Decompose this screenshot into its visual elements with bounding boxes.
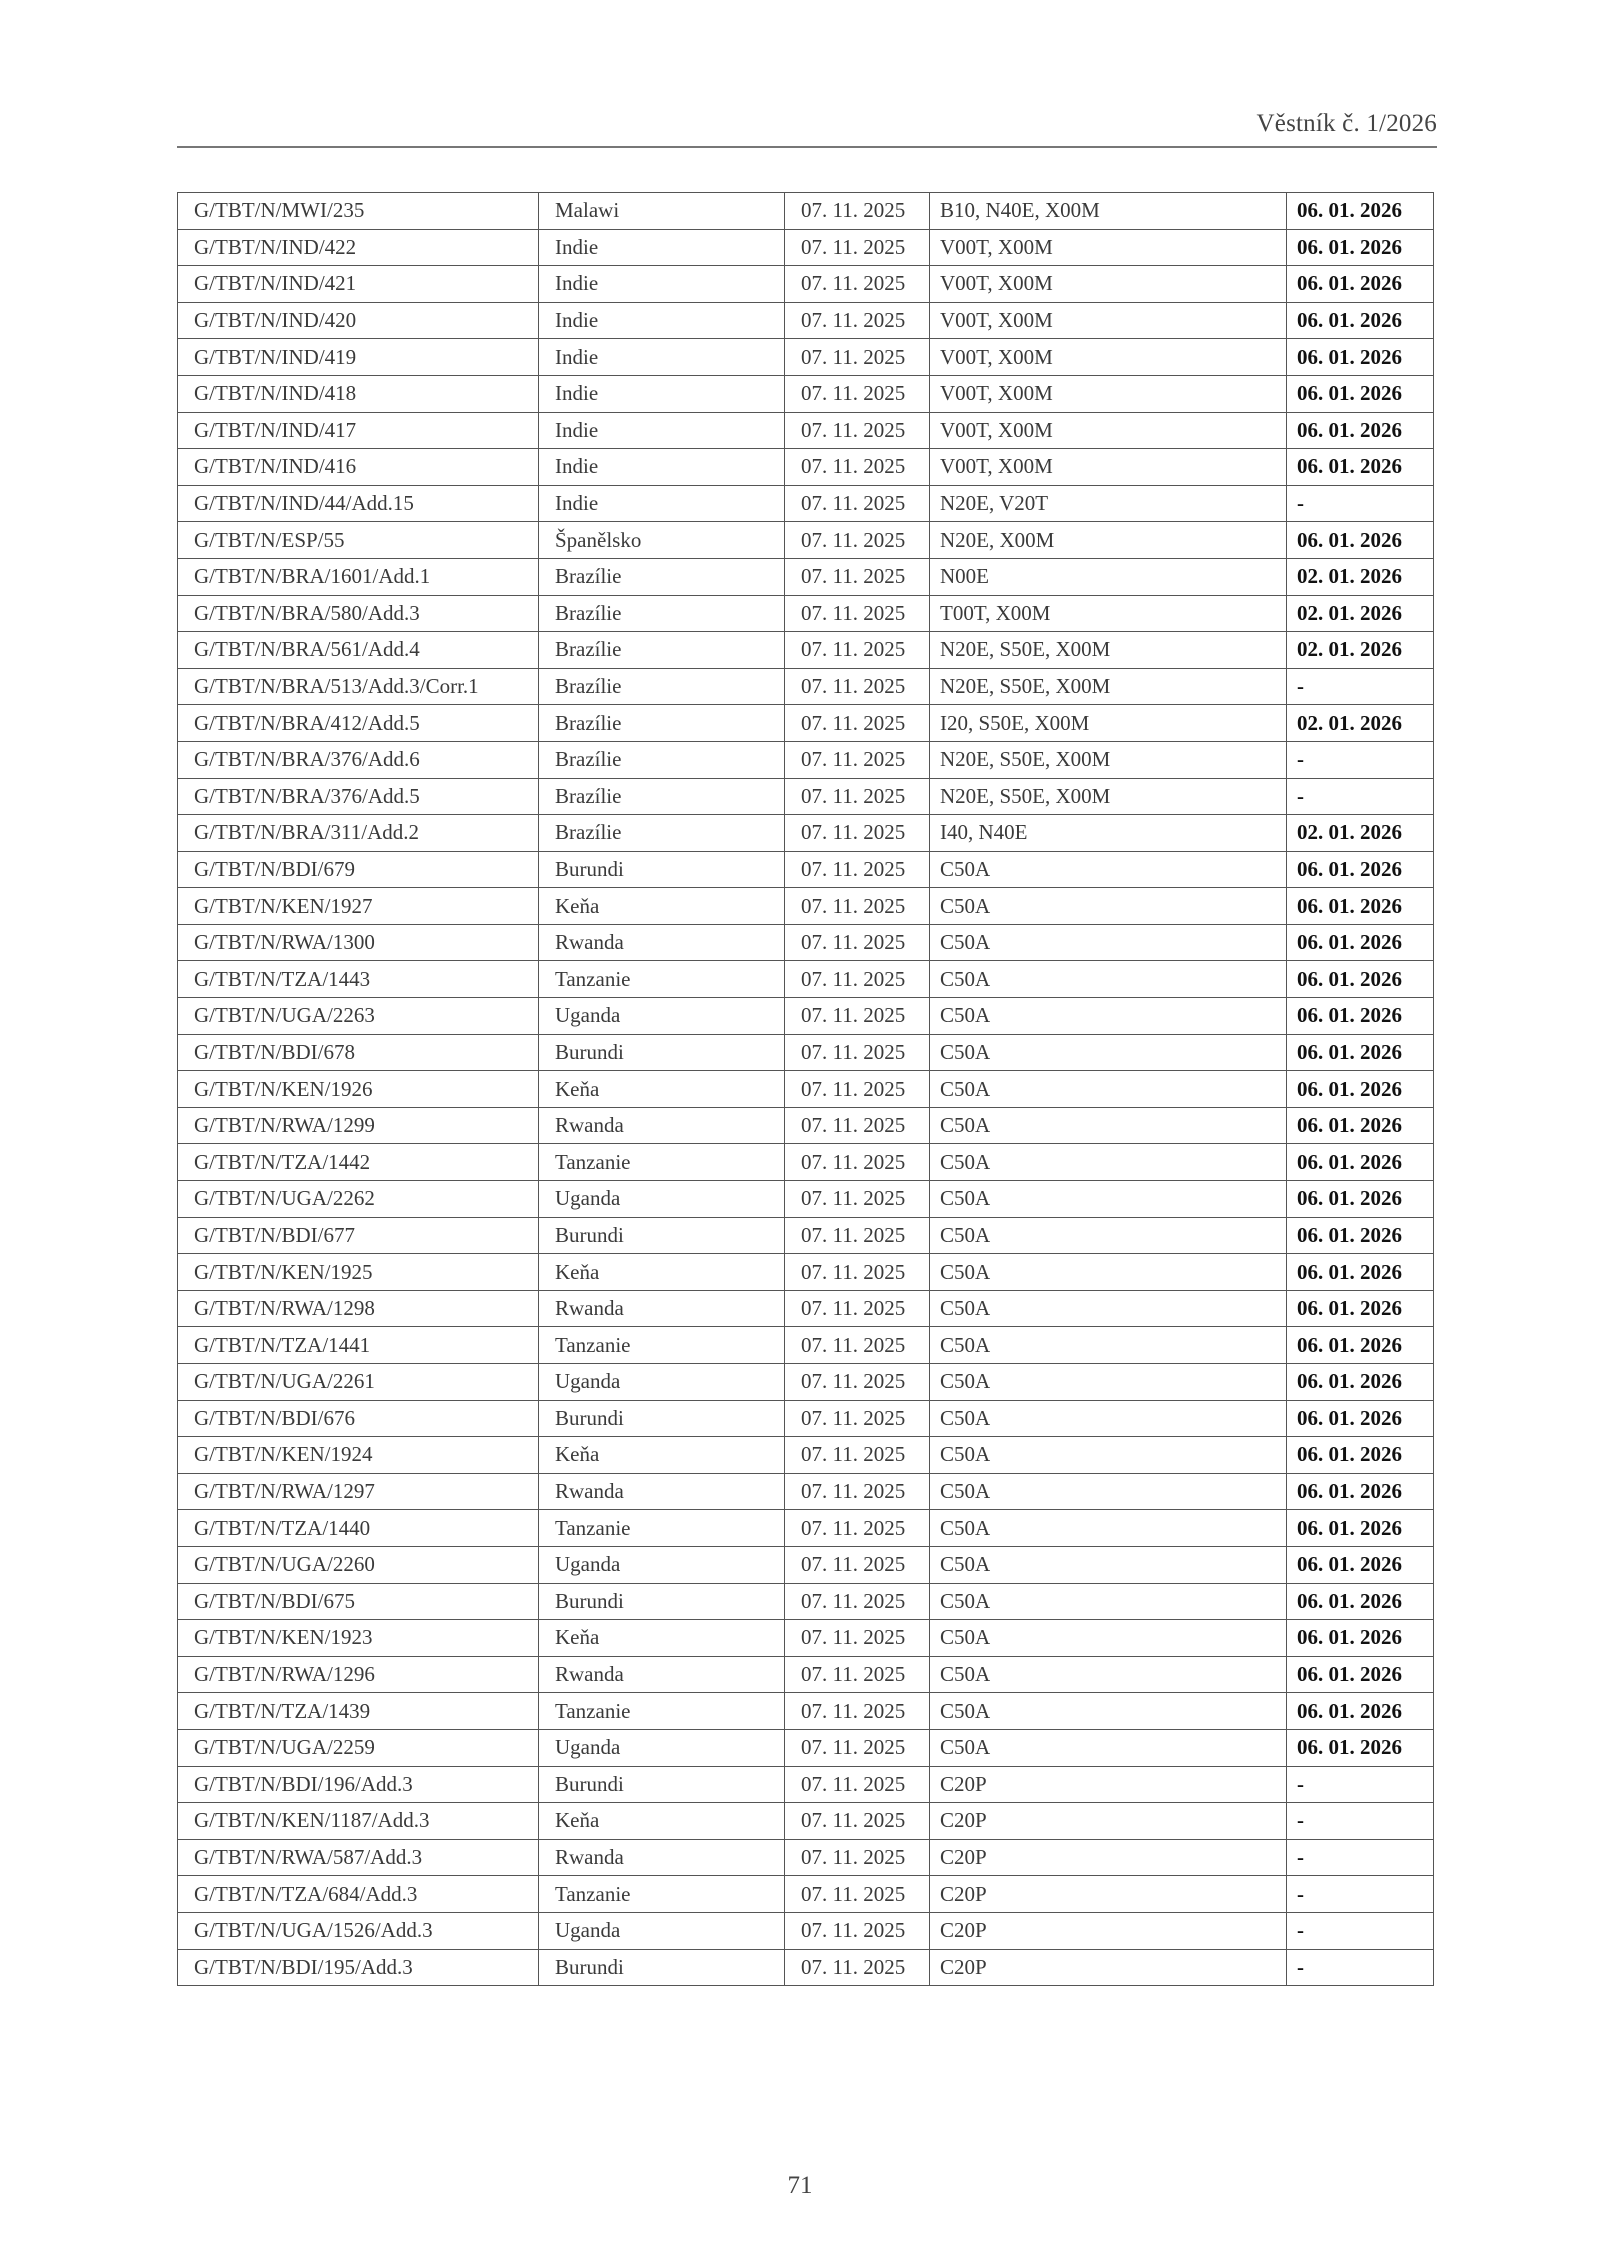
table-row	[178, 1876, 1434, 1913]
table-row	[178, 266, 1434, 303]
notification-date-cell: 07. 11. 2025	[785, 1364, 930, 1401]
country-cell: Rwanda	[539, 1107, 785, 1144]
country-cell: Brazílie	[539, 741, 785, 778]
table-row	[178, 412, 1434, 449]
country-cell: Rwanda	[539, 1839, 785, 1876]
table-row	[178, 1766, 1434, 1803]
publication-title: Věstník č. 1/2026	[1256, 110, 1437, 137]
comment-deadline-cell: 06. 01. 2026	[1287, 229, 1434, 266]
notification-date-cell: 07. 11. 2025	[785, 924, 930, 961]
comment-deadline-cell: 06. 01. 2026	[1287, 998, 1434, 1035]
table-row	[178, 851, 1434, 888]
table-row	[178, 1107, 1434, 1144]
document-symbol-cell: G/TBT/N/IND/44/Add.15	[178, 485, 539, 522]
document-symbol-cell: G/TBT/N/BDI/675	[178, 1583, 539, 1620]
country-cell: Tanzanie	[539, 1144, 785, 1181]
document-symbol-cell: G/TBT/N/RWA/1300	[178, 924, 539, 961]
ics-codes-cell: C50A	[930, 888, 1287, 925]
comment-deadline-cell: 06. 01. 2026	[1287, 1546, 1434, 1583]
country-cell: Keňa	[539, 1620, 785, 1657]
document-symbol-cell: G/TBT/N/RWA/1297	[178, 1473, 539, 1510]
table-row	[178, 229, 1434, 266]
table-row	[178, 1144, 1434, 1181]
notification-date-cell: 07. 11. 2025	[785, 1034, 930, 1071]
ics-codes-cell: C50A	[930, 1693, 1287, 1730]
notification-date-cell: 07. 11. 2025	[785, 302, 930, 339]
ics-codes-cell: C50A	[930, 961, 1287, 998]
comment-deadline-cell: 06. 01. 2026	[1287, 302, 1434, 339]
notification-date-cell: 07. 11. 2025	[785, 1107, 930, 1144]
country-cell: Uganda	[539, 1912, 785, 1949]
document-symbol-cell: G/TBT/N/RWA/587/Add.3	[178, 1839, 539, 1876]
ics-codes-cell: C50A	[930, 1364, 1287, 1401]
country-cell: Keňa	[539, 1437, 785, 1474]
comment-deadline-cell: 06. 01. 2026	[1287, 266, 1434, 303]
comment-deadline-cell: 06. 01. 2026	[1287, 449, 1434, 486]
ics-codes-cell: C20P	[930, 1766, 1287, 1803]
notification-date-cell: 07. 11. 2025	[785, 1181, 930, 1218]
comment-deadline-cell: 06. 01. 2026	[1287, 1254, 1434, 1291]
notification-date-cell: 07. 11. 2025	[785, 1290, 930, 1327]
notification-date-cell: 07. 11. 2025	[785, 632, 930, 669]
document-symbol-cell: G/TBT/N/KEN/1924	[178, 1437, 539, 1474]
ics-codes-cell: N20E, S50E, X00M	[930, 632, 1287, 669]
notification-date-cell: 07. 11. 2025	[785, 375, 930, 412]
country-cell: Indie	[539, 449, 785, 486]
ics-codes-cell: C20P	[930, 1839, 1287, 1876]
comment-deadline-cell: 02. 01. 2026	[1287, 815, 1434, 852]
table-row	[178, 741, 1434, 778]
document-symbol-cell: G/TBT/N/UGA/2259	[178, 1729, 539, 1766]
notification-date-cell: 07. 11. 2025	[785, 1656, 930, 1693]
table-row	[178, 1290, 1434, 1327]
notification-date-cell: 07. 11. 2025	[785, 1912, 930, 1949]
country-cell: Brazílie	[539, 558, 785, 595]
document-symbol-cell: G/TBT/N/BRA/580/Add.3	[178, 595, 539, 632]
document-symbol-cell: G/TBT/N/TZA/1439	[178, 1693, 539, 1730]
notification-date-cell: 07. 11. 2025	[785, 412, 930, 449]
notification-date-cell: 07. 11. 2025	[785, 229, 930, 266]
ics-codes-cell: V00T, X00M	[930, 339, 1287, 376]
ics-codes-cell: C50A	[930, 1181, 1287, 1218]
comment-deadline-cell: 06. 01. 2026	[1287, 1181, 1434, 1218]
notification-date-cell: 07. 11. 2025	[785, 851, 930, 888]
notification-date-cell: 07. 11. 2025	[785, 1620, 930, 1657]
country-cell: Keňa	[539, 888, 785, 925]
notification-date-cell: 07. 11. 2025	[785, 1729, 930, 1766]
comment-deadline-cell: 06. 01. 2026	[1287, 1473, 1434, 1510]
comment-deadline-cell: 02. 01. 2026	[1287, 558, 1434, 595]
country-cell: Indie	[539, 485, 785, 522]
document-symbol-cell: G/TBT/N/BRA/376/Add.5	[178, 778, 539, 815]
ics-codes-cell: N20E, V20T	[930, 485, 1287, 522]
notification-date-cell: 07. 11. 2025	[785, 1071, 930, 1108]
notification-date-cell: 07. 11. 2025	[785, 193, 930, 230]
ics-codes-cell: V00T, X00M	[930, 412, 1287, 449]
table-row	[178, 339, 1434, 376]
comment-deadline-cell: 06. 01. 2026	[1287, 522, 1434, 559]
ics-codes-cell: C50A	[930, 1473, 1287, 1510]
document-symbol-cell: G/TBT/N/KEN/1926	[178, 1071, 539, 1108]
comment-deadline-cell: 06. 01. 2026	[1287, 924, 1434, 961]
comment-deadline-cell: -	[1287, 1839, 1434, 1876]
document-symbol-cell: G/TBT/N/IND/417	[178, 412, 539, 449]
header-divider	[177, 146, 1437, 148]
comment-deadline-cell: 06. 01. 2026	[1287, 1656, 1434, 1693]
table-row	[178, 1254, 1434, 1291]
country-cell: Uganda	[539, 1546, 785, 1583]
comment-deadline-cell: 06. 01. 2026	[1287, 1034, 1434, 1071]
country-cell: Tanzanie	[539, 961, 785, 998]
comment-deadline-cell: 06. 01. 2026	[1287, 1144, 1434, 1181]
document-symbol-cell: G/TBT/N/IND/416	[178, 449, 539, 486]
comment-deadline-cell: 06. 01. 2026	[1287, 888, 1434, 925]
ics-codes-cell: V00T, X00M	[930, 449, 1287, 486]
notification-date-cell: 07. 11. 2025	[785, 1400, 930, 1437]
country-cell: Brazílie	[539, 668, 785, 705]
comment-deadline-cell: 02. 01. 2026	[1287, 632, 1434, 669]
document-symbol-cell: G/TBT/N/BRA/412/Add.5	[178, 705, 539, 742]
ics-codes-cell: V00T, X00M	[930, 375, 1287, 412]
document-symbol-cell: G/TBT/N/RWA/1298	[178, 1290, 539, 1327]
notification-date-cell: 07. 11. 2025	[785, 339, 930, 376]
table-row	[178, 1437, 1434, 1474]
country-cell: Brazílie	[539, 595, 785, 632]
notification-date-cell: 07. 11. 2025	[785, 522, 930, 559]
comment-deadline-cell: 06. 01. 2026	[1287, 375, 1434, 412]
table-row	[178, 1620, 1434, 1657]
document-symbol-cell: G/TBT/N/KEN/1927	[178, 888, 539, 925]
comment-deadline-cell: 06. 01. 2026	[1287, 1071, 1434, 1108]
country-cell: Burundi	[539, 1034, 785, 1071]
comment-deadline-cell: 06. 01. 2026	[1287, 1364, 1434, 1401]
table-row	[178, 961, 1434, 998]
table-row	[178, 1217, 1434, 1254]
document-symbol-cell: G/TBT/N/BDI/679	[178, 851, 539, 888]
country-cell: Brazílie	[539, 815, 785, 852]
ics-codes-cell: C50A	[930, 1546, 1287, 1583]
country-cell: Burundi	[539, 1217, 785, 1254]
document-symbol-cell: G/TBT/N/KEN/1923	[178, 1620, 539, 1657]
ics-codes-cell: C50A	[930, 1400, 1287, 1437]
table-row	[178, 815, 1434, 852]
notification-date-cell: 07. 11. 2025	[785, 1437, 930, 1474]
document-symbol-cell: G/TBT/N/BDI/676	[178, 1400, 539, 1437]
country-cell: Tanzanie	[539, 1876, 785, 1913]
document-symbol-cell: G/TBT/N/UGA/2262	[178, 1181, 539, 1218]
document-symbol-cell: G/TBT/N/ESP/55	[178, 522, 539, 559]
document-symbol-cell: G/TBT/N/BRA/376/Add.6	[178, 741, 539, 778]
table-row	[178, 668, 1434, 705]
document-symbol-cell: G/TBT/N/BDI/677	[178, 1217, 539, 1254]
page-number: 71	[787, 2172, 813, 2199]
document-symbol-cell: G/TBT/N/TZA/684/Add.3	[178, 1876, 539, 1913]
country-cell: Tanzanie	[539, 1510, 785, 1547]
notification-date-cell: 07. 11. 2025	[785, 1839, 930, 1876]
country-cell: Uganda	[539, 998, 785, 1035]
country-cell: Indie	[539, 339, 785, 376]
comment-deadline-cell: 06. 01. 2026	[1287, 1510, 1434, 1547]
table-row	[178, 778, 1434, 815]
comment-deadline-cell: 06. 01. 2026	[1287, 1290, 1434, 1327]
ics-codes-cell: C50A	[930, 1327, 1287, 1364]
notification-date-cell: 07. 11. 2025	[785, 778, 930, 815]
comment-deadline-cell: 06. 01. 2026	[1287, 412, 1434, 449]
document-symbol-cell: G/TBT/N/BRA/561/Add.4	[178, 632, 539, 669]
country-cell: Burundi	[539, 1400, 785, 1437]
country-cell: Burundi	[539, 851, 785, 888]
notification-date-cell: 07. 11. 2025	[785, 668, 930, 705]
document-symbol-cell: G/TBT/N/RWA/1299	[178, 1107, 539, 1144]
country-cell: Rwanda	[539, 924, 785, 961]
comment-deadline-cell: -	[1287, 778, 1434, 815]
document-symbol-cell: G/TBT/N/BRA/311/Add.2	[178, 815, 539, 852]
ics-codes-cell: N20E, S50E, X00M	[930, 741, 1287, 778]
table-row	[178, 1583, 1434, 1620]
country-cell: Keňa	[539, 1803, 785, 1840]
table-row	[178, 1839, 1434, 1876]
comment-deadline-cell: 06. 01. 2026	[1287, 1729, 1434, 1766]
document-symbol-cell: G/TBT/N/RWA/1296	[178, 1656, 539, 1693]
table-row	[178, 375, 1434, 412]
table-row	[178, 1364, 1434, 1401]
ics-codes-cell: N00E	[930, 558, 1287, 595]
comment-deadline-cell: 06. 01. 2026	[1287, 1693, 1434, 1730]
table-row	[178, 1546, 1434, 1583]
table-row	[178, 1473, 1434, 1510]
table-row	[178, 1949, 1434, 1986]
notification-date-cell: 07. 11. 2025	[785, 1473, 930, 1510]
document-symbol-cell: G/TBT/N/BDI/196/Add.3	[178, 1766, 539, 1803]
ics-codes-cell: C50A	[930, 1437, 1287, 1474]
notification-date-cell: 07. 11. 2025	[785, 1144, 930, 1181]
table-row	[178, 558, 1434, 595]
country-cell: Rwanda	[539, 1290, 785, 1327]
notification-date-cell: 07. 11. 2025	[785, 961, 930, 998]
comment-deadline-cell: -	[1287, 1803, 1434, 1840]
notification-date-cell: 07. 11. 2025	[785, 558, 930, 595]
country-cell: Indie	[539, 229, 785, 266]
document-symbol-cell: G/TBT/N/IND/422	[178, 229, 539, 266]
document-symbol-cell: G/TBT/N/IND/418	[178, 375, 539, 412]
ics-codes-cell: C50A	[930, 851, 1287, 888]
ics-codes-cell: C50A	[930, 1583, 1287, 1620]
country-cell: Indie	[539, 266, 785, 303]
country-cell: Brazílie	[539, 778, 785, 815]
ics-codes-cell: C20P	[930, 1912, 1287, 1949]
table-row	[178, 1656, 1434, 1693]
ics-codes-cell: C50A	[930, 1071, 1287, 1108]
country-cell: Burundi	[539, 1949, 785, 1986]
notification-date-cell: 07. 11. 2025	[785, 1546, 930, 1583]
ics-codes-cell: N20E, S50E, X00M	[930, 778, 1287, 815]
ics-codes-cell: C50A	[930, 1217, 1287, 1254]
ics-codes-cell: C50A	[930, 1656, 1287, 1693]
table-row	[178, 1071, 1434, 1108]
comment-deadline-cell: 02. 01. 2026	[1287, 705, 1434, 742]
document-symbol-cell: G/TBT/N/KEN/1187/Add.3	[178, 1803, 539, 1840]
ics-codes-cell: V00T, X00M	[930, 229, 1287, 266]
ics-codes-cell: B10, N40E, X00M	[930, 193, 1287, 230]
notification-date-cell: 07. 11. 2025	[785, 1583, 930, 1620]
comment-deadline-cell: 06. 01. 2026	[1287, 1620, 1434, 1657]
table-row	[178, 1803, 1434, 1840]
table-row	[178, 1912, 1434, 1949]
document-symbol-cell: G/TBT/N/BDI/678	[178, 1034, 539, 1071]
country-cell: Malawi	[539, 193, 785, 230]
table-row	[178, 522, 1434, 559]
table-row	[178, 632, 1434, 669]
comment-deadline-cell: 06. 01. 2026	[1287, 1327, 1434, 1364]
table-row	[178, 924, 1434, 961]
table-row	[178, 1693, 1434, 1730]
table-row	[178, 485, 1434, 522]
document-symbol-cell: G/TBT/N/MWI/235	[178, 193, 539, 230]
table-row	[178, 1510, 1434, 1547]
country-cell: Uganda	[539, 1364, 785, 1401]
notification-date-cell: 07. 11. 2025	[785, 1217, 930, 1254]
country-cell: Uganda	[539, 1729, 785, 1766]
document-symbol-cell: G/TBT/N/IND/421	[178, 266, 539, 303]
table-row	[178, 705, 1434, 742]
comment-deadline-cell: 06. 01. 2026	[1287, 1583, 1434, 1620]
table-row	[178, 998, 1434, 1035]
comment-deadline-cell: -	[1287, 1912, 1434, 1949]
country-cell: Tanzanie	[539, 1327, 785, 1364]
country-cell: Indie	[539, 302, 785, 339]
notification-date-cell: 07. 11. 2025	[785, 815, 930, 852]
notification-date-cell: 07. 11. 2025	[785, 266, 930, 303]
notification-date-cell: 07. 11. 2025	[785, 1254, 930, 1291]
notification-date-cell: 07. 11. 2025	[785, 741, 930, 778]
country-cell: Indie	[539, 412, 785, 449]
comment-deadline-cell: 06. 01. 2026	[1287, 193, 1434, 230]
ics-codes-cell: N20E, S50E, X00M	[930, 668, 1287, 705]
ics-codes-cell: C20P	[930, 1876, 1287, 1913]
table-body	[178, 193, 1434, 1986]
table-row	[178, 302, 1434, 339]
ics-codes-cell: T00T, X00M	[930, 595, 1287, 632]
country-cell: Brazílie	[539, 705, 785, 742]
ics-codes-cell: C50A	[930, 924, 1287, 961]
comment-deadline-cell: -	[1287, 1949, 1434, 1986]
country-cell: Indie	[539, 375, 785, 412]
document-symbol-cell: G/TBT/N/BDI/195/Add.3	[178, 1949, 539, 1986]
comment-deadline-cell: 02. 01. 2026	[1287, 595, 1434, 632]
notifications-table	[177, 192, 1434, 1986]
country-cell: Rwanda	[539, 1656, 785, 1693]
ics-codes-cell: C20P	[930, 1949, 1287, 1986]
notification-date-cell: 07. 11. 2025	[785, 1766, 930, 1803]
comment-deadline-cell: -	[1287, 485, 1434, 522]
ics-codes-cell: I20, S50E, X00M	[930, 705, 1287, 742]
document-symbol-cell: G/TBT/N/KEN/1925	[178, 1254, 539, 1291]
country-cell: Keňa	[539, 1071, 785, 1108]
country-cell: Burundi	[539, 1583, 785, 1620]
document-symbol-cell: G/TBT/N/IND/419	[178, 339, 539, 376]
comment-deadline-cell: 06. 01. 2026	[1287, 851, 1434, 888]
ics-codes-cell: V00T, X00M	[930, 266, 1287, 303]
notification-date-cell: 07. 11. 2025	[785, 1510, 930, 1547]
ics-codes-cell: C50A	[930, 1290, 1287, 1327]
notification-date-cell: 07. 11. 2025	[785, 485, 930, 522]
ics-codes-cell: C50A	[930, 1620, 1287, 1657]
comment-deadline-cell: -	[1287, 668, 1434, 705]
comment-deadline-cell: -	[1287, 1876, 1434, 1913]
ics-codes-cell: C50A	[930, 1254, 1287, 1291]
notification-date-cell: 07. 11. 2025	[785, 1327, 930, 1364]
country-cell: Keňa	[539, 1254, 785, 1291]
document-symbol-cell: G/TBT/N/UGA/2263	[178, 998, 539, 1035]
table-row	[178, 595, 1434, 632]
table-row	[178, 193, 1434, 230]
ics-codes-cell: C20P	[930, 1803, 1287, 1840]
notification-date-cell: 07. 11. 2025	[785, 595, 930, 632]
table-row	[178, 1327, 1434, 1364]
ics-codes-cell: C50A	[930, 1034, 1287, 1071]
comment-deadline-cell: -	[1287, 1766, 1434, 1803]
table-row	[178, 1034, 1434, 1071]
ics-codes-cell: V00T, X00M	[930, 302, 1287, 339]
notification-date-cell: 07. 11. 2025	[785, 1693, 930, 1730]
notification-date-cell: 07. 11. 2025	[785, 998, 930, 1035]
ics-codes-cell: C50A	[930, 1107, 1287, 1144]
notification-date-cell: 07. 11. 2025	[785, 1803, 930, 1840]
table-row	[178, 888, 1434, 925]
document-symbol-cell: G/TBT/N/BRA/1601/Add.1	[178, 558, 539, 595]
notification-date-cell: 07. 11. 2025	[785, 449, 930, 486]
ics-codes-cell: I40, N40E	[930, 815, 1287, 852]
notification-date-cell: 07. 11. 2025	[785, 888, 930, 925]
country-cell: Španělsko	[539, 522, 785, 559]
table-row	[178, 449, 1434, 486]
document-symbol-cell: G/TBT/N/UGA/2260	[178, 1546, 539, 1583]
document-symbol-cell: G/TBT/N/TZA/1442	[178, 1144, 539, 1181]
country-cell: Rwanda	[539, 1473, 785, 1510]
document-symbol-cell: G/TBT/N/TZA/1440	[178, 1510, 539, 1547]
comment-deadline-cell: 06. 01. 2026	[1287, 1217, 1434, 1254]
notification-date-cell: 07. 11. 2025	[785, 1949, 930, 1986]
table-row	[178, 1400, 1434, 1437]
ics-codes-cell: C50A	[930, 1510, 1287, 1547]
ics-codes-cell: C50A	[930, 998, 1287, 1035]
country-cell: Tanzanie	[539, 1693, 785, 1730]
comment-deadline-cell: -	[1287, 741, 1434, 778]
document-symbol-cell: G/TBT/N/UGA/1526/Add.3	[178, 1912, 539, 1949]
comment-deadline-cell: 06. 01. 2026	[1287, 1437, 1434, 1474]
ics-codes-cell: N20E, X00M	[930, 522, 1287, 559]
document-symbol-cell: G/TBT/N/IND/420	[178, 302, 539, 339]
notification-date-cell: 07. 11. 2025	[785, 1876, 930, 1913]
document-symbol-cell: G/TBT/N/BRA/513/Add.3/Corr.1	[178, 668, 539, 705]
country-cell: Burundi	[539, 1766, 785, 1803]
comment-deadline-cell: 06. 01. 2026	[1287, 1107, 1434, 1144]
table-row	[178, 1729, 1434, 1766]
ics-codes-cell: C50A	[930, 1729, 1287, 1766]
table-row	[178, 1181, 1434, 1218]
notification-date-cell: 07. 11. 2025	[785, 705, 930, 742]
comment-deadline-cell: 06. 01. 2026	[1287, 339, 1434, 376]
comment-deadline-cell: 06. 01. 2026	[1287, 961, 1434, 998]
ics-codes-cell: C50A	[930, 1144, 1287, 1181]
country-cell: Brazílie	[539, 632, 785, 669]
document-symbol-cell: G/TBT/N/UGA/2261	[178, 1364, 539, 1401]
comment-deadline-cell: 06. 01. 2026	[1287, 1400, 1434, 1437]
document-symbol-cell: G/TBT/N/TZA/1443	[178, 961, 539, 998]
document-symbol-cell: G/TBT/N/TZA/1441	[178, 1327, 539, 1364]
country-cell: Uganda	[539, 1181, 785, 1218]
